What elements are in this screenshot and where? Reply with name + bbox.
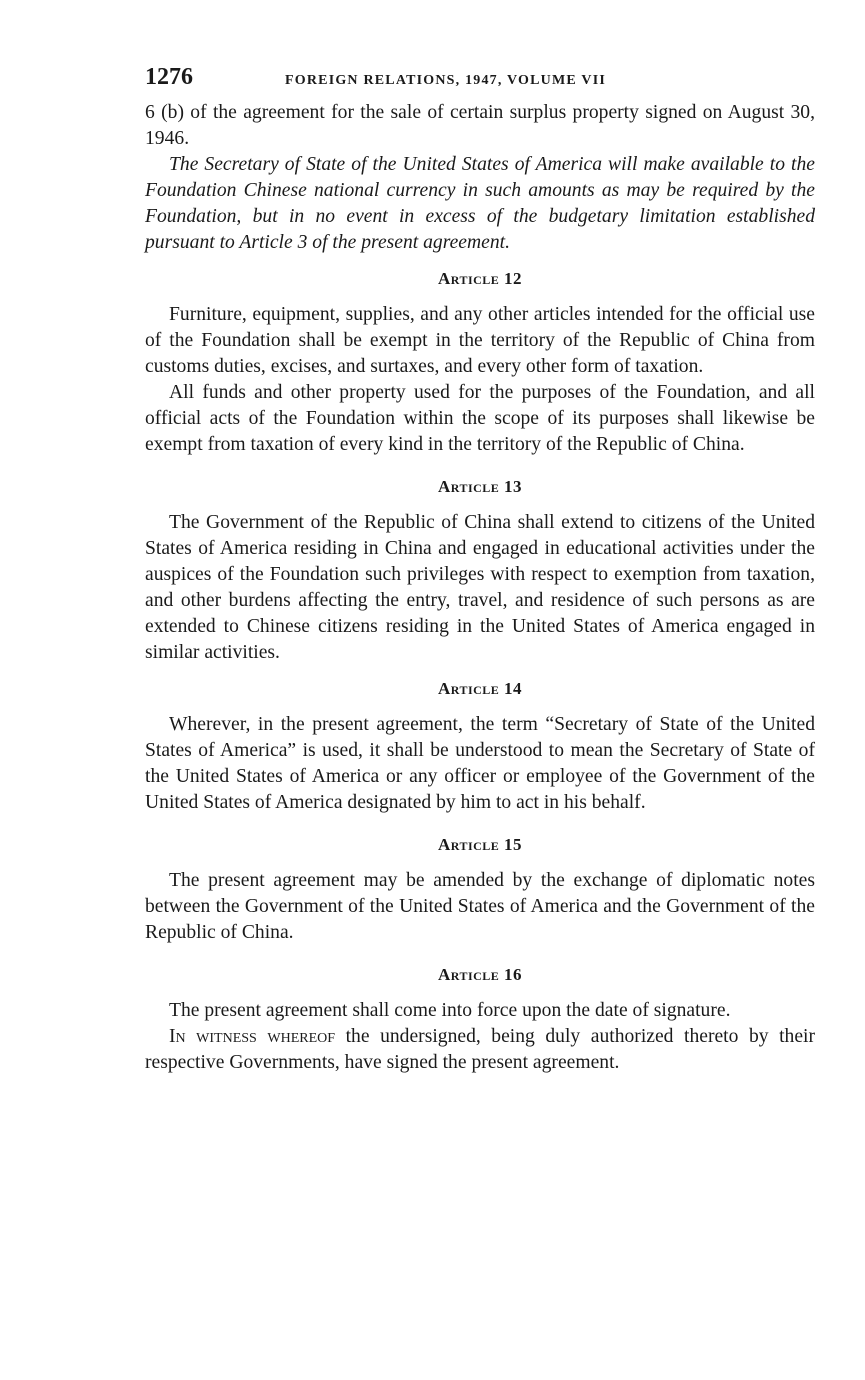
paragraph-article-16: The present agreement shall come into force upon the date of signature. <box>169 1000 731 1021</box>
article-12-heading: Article 12 <box>437 269 523 288</box>
paragraph-currency: The Secretary of State of the United States of America will make available to the Foundation Chinese national currency in such amounts as may be required by the Foundation, but in no event in excess of the budgetary limitation established pursuant to Article 3 of the present agreement. <box>145 154 815 253</box>
page-number: 1276 <box>145 64 193 90</box>
witness-text: the undersigned, being duly authorized thereto by their respective Governments, have signed the present agreement. <box>145 1026 815 1073</box>
article-14-heading: Article 14 <box>437 679 523 698</box>
paragraph-article-15: The present agreement may be amended by the exchange of diplomatic notes between the Government of the United States of America and the Government of the Republic of China. <box>145 870 815 943</box>
running-head: FOREIGN RELATIONS, 1947, VOLUME VII <box>285 73 606 88</box>
paragraph-article-12-b: All funds and other property used for the purposes of the Foundation, and all official acts of the Foundation within the scope of its purposes shall likewise be exempt from taxation of every kind in the territory of the Republic of China. <box>145 382 815 455</box>
article-16-heading: Article 16 <box>437 965 523 984</box>
article-15-heading: Article 15 <box>437 835 523 854</box>
paragraph-article-12-a: Furniture, equipment, supplies, and any other articles intended for the official use of the Foundation shall be exempt in the territory of the Republic of China from customs duties, excises, and surtaxes, and every other form of taxation. <box>145 304 815 377</box>
page-header <box>145 64 815 100</box>
paragraph-witness <box>145 1024 815 1076</box>
paragraph-continuation: 6 (b) of the agreement for the sale of certain surplus property signed on August 30, 1946. <box>145 102 815 149</box>
paragraph-article-14: Wherever, in the present agreement, the term “Secretary of State of the United States of America” is used, it shall be understood to mean the Secretary of State of the United States of America or any officer or employee of the Government of the United States of America designated by him to act in his behalf. <box>145 714 815 813</box>
witness-lead: In witness whereof <box>169 1026 336 1047</box>
paragraph-article-13: The Government of the Republic of China shall extend to citizens of the United States of America residing in China and engaged in educational activities under the auspices of the Foundation such privileges with respect to exemption from taxation, and other burdens affecting the entry, travel, and residence of such persons as are extended to Chinese citizens residing in the United States of America engaged in similar activities. <box>145 512 815 663</box>
article-13-heading: Article 13 <box>437 477 523 496</box>
document-page <box>145 64 815 1076</box>
